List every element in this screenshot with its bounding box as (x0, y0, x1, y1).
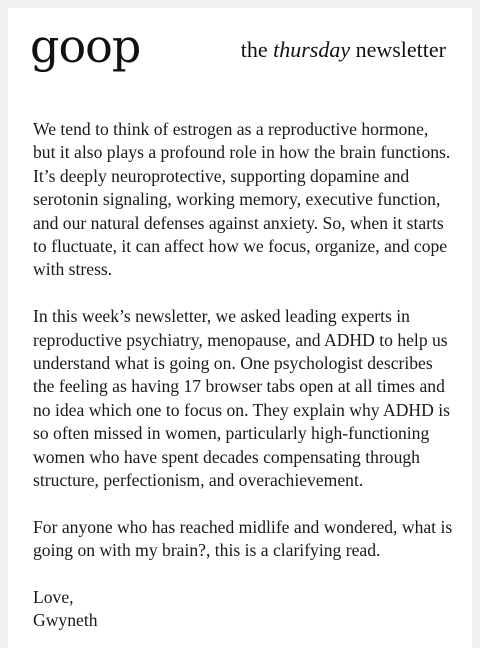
email-card (8, 8, 472, 648)
newsletter-title-suffix: newsletter (355, 37, 446, 62)
body-paragraph: For anyone who has reached midlife and wondered, what is going on with my brain?, this is a clarifying read. (33, 516, 453, 561)
newsletter-title (241, 36, 446, 64)
body-paragraph: In this week’s newsletter, we asked leading experts in reproductive psychiatry, menopause, and ADHD to help us understand what is going on. One psychologist describes the feeling as having 17 browser tabs open at all times and no idea which one to focus on. They explain why ADHD is so often missed in women, particularly high-functioning women who have spent decades compensating through structure, perfectionism, and overachievement. (33, 306, 450, 491)
signature: Gwyneth (33, 610, 98, 631)
letter-body (33, 118, 453, 633)
goop-logo[interactable]: goop (30, 19, 141, 73)
body-paragraph: We tend to think of estrogen as a reproductive hormone, but it also plays a profound role in how the brain functions. It’s deeply neuroprotective, supporting dopamine and serotonin signaling, working memory, executive function, and our natural defenses against anxiety. So, when it starts to fluctuate, it can affect how we focus, organize, and cope with stress. (33, 119, 451, 280)
newsletter-title-day: thursday (273, 37, 351, 62)
sign-off-line: Love, (33, 587, 74, 608)
newsletter-title-prefix: the (240, 37, 268, 62)
newsletter-header (8, 8, 472, 88)
sign-off (33, 586, 453, 633)
